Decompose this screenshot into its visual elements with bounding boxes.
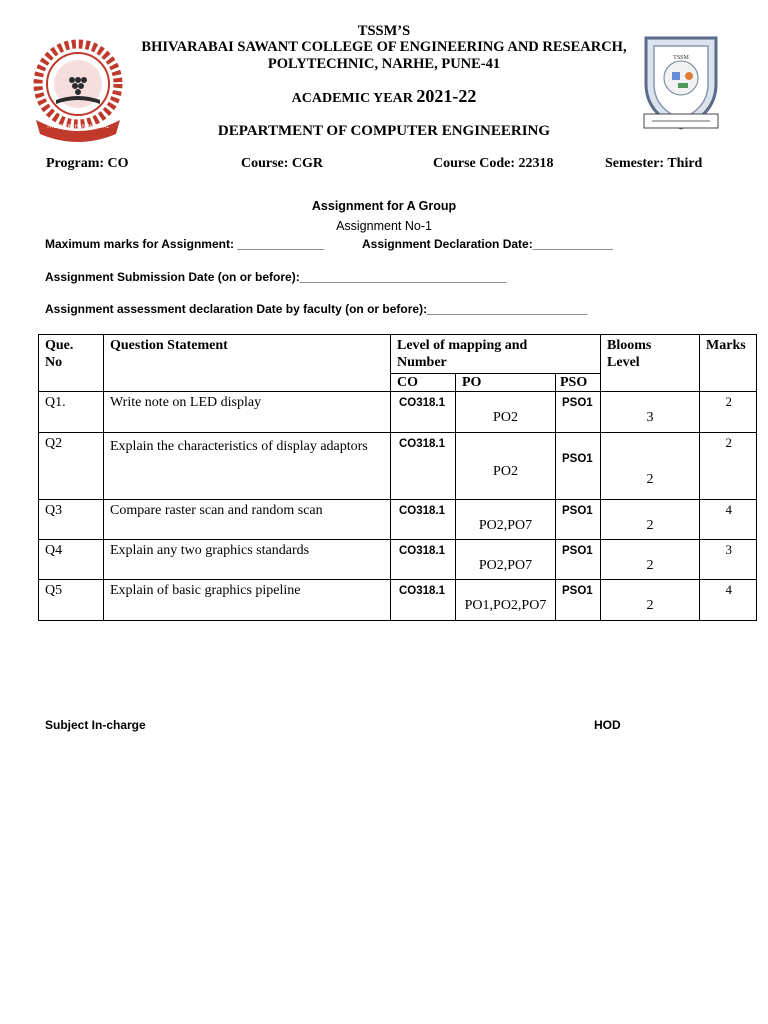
row-que-no: Q3	[39, 500, 104, 540]
row-co: CO318.1	[391, 500, 456, 540]
header-mapping	[391, 335, 601, 374]
assignment-number: Assignment No-1	[336, 219, 432, 233]
row-que-no: Q4	[39, 540, 104, 580]
header-blooms-line1: Blooms	[607, 338, 652, 353]
row-po: PO1,PO2,PO7	[456, 580, 556, 621]
row-statement: Explain of basic graphics pipeline	[104, 580, 391, 621]
row-marks: 2	[700, 392, 757, 433]
row-po: PO2	[456, 392, 556, 433]
assessment-date-line: Assignment assessment declaration Date by faculty (on or before):________________________	[45, 302, 588, 316]
table-header-row	[39, 335, 757, 374]
row-pso: PSO1	[556, 500, 601, 540]
header-que-no-line1: Que.	[45, 338, 74, 353]
row-pso: PSO1	[556, 392, 601, 433]
row-po: PO2,PO7	[456, 500, 556, 540]
row-pso: PSO1	[556, 540, 601, 580]
header-pso: PSO	[556, 374, 601, 392]
row-po: PO2	[456, 433, 556, 500]
row-statement: Explain any two graphics standards	[104, 540, 391, 580]
subject-incharge-label: Subject In-charge	[45, 718, 146, 732]
academic-year-value: 2021-22	[416, 86, 477, 106]
row-co: CO318.1	[391, 580, 456, 621]
header-mapping-line2: Number	[397, 355, 447, 370]
row-que-no: Q2	[39, 433, 104, 500]
header-que-no	[39, 335, 104, 392]
row-blooms: 2	[601, 580, 700, 621]
header-mapping-line1: Level of mapping and	[397, 338, 528, 353]
row-po: PO2,PO7	[456, 540, 556, 580]
course-label: Course: CGR	[241, 156, 324, 171]
table-row	[39, 540, 757, 580]
row-co: CO318.1	[391, 540, 456, 580]
assignment-title: Assignment for A Group	[311, 199, 457, 213]
table-row	[39, 580, 757, 621]
row-blooms: 3	[601, 392, 700, 433]
department-title: DEPARTMENT OF COMPUTER ENGINEERING	[217, 123, 551, 139]
row-co: CO318.1	[391, 392, 456, 433]
declaration-date-line: Assignment Declaration Date:____________	[362, 237, 613, 251]
header-que-no-line2: No	[45, 355, 63, 370]
college-name-line2: POLYTECHNIC, NARHE, PUNE-41	[267, 56, 501, 72]
header-blooms-line2: Level	[607, 355, 640, 370]
right-logo-text: TSSM	[673, 55, 689, 61]
header-blooms-level	[601, 335, 700, 392]
row-co: CO318.1	[391, 433, 456, 500]
row-marks: 3	[700, 540, 757, 580]
table-row	[39, 433, 757, 500]
row-marks: 4	[700, 500, 757, 540]
header-po: PO	[456, 374, 556, 392]
semester-label: Semester: Third	[605, 156, 703, 171]
header-question-statement: Question Statement	[104, 335, 391, 392]
academic-year	[0, 86, 768, 107]
table-row	[39, 500, 757, 540]
row-que-no: Q5	[39, 580, 104, 621]
hod-label: HOD	[594, 718, 621, 732]
header-co: CO	[391, 374, 456, 392]
row-pso: PSO1	[556, 580, 601, 621]
submission-date-line: Assignment Submission Date (on or before):_______________________________	[45, 270, 507, 284]
row-que-no: Q1.	[39, 392, 104, 433]
row-blooms: 2	[601, 540, 700, 580]
row-pso: PSO1	[556, 433, 601, 500]
org-name: TSSM’S	[357, 23, 411, 39]
table-row	[39, 392, 757, 433]
course-code-label: Course Code: 22318	[433, 156, 554, 171]
row-blooms: 2	[601, 500, 700, 540]
row-statement: Write note on LED display	[104, 392, 391, 433]
header-marks: Marks	[700, 335, 757, 392]
left-logo-text: THE SHIKSHAN MANDAL	[46, 124, 110, 130]
max-marks-line: Maximum marks for Assignment: _____________	[45, 237, 325, 251]
row-blooms: 2	[601, 433, 700, 500]
row-statement: Explain the characteristics of display adaptors	[104, 433, 391, 500]
row-statement: Compare raster scan and random scan	[104, 500, 391, 540]
program-label: Program: CO	[46, 156, 129, 171]
questions-table	[38, 334, 757, 621]
row-marks: 4	[700, 580, 757, 621]
academic-year-label: ACADEMIC YEAR	[291, 91, 413, 106]
college-name-line1: BHIVARABAI SAWANT COLLEGE OF ENGINEERING AND RESEARCH,	[141, 39, 627, 55]
row-marks: 2	[700, 433, 757, 500]
